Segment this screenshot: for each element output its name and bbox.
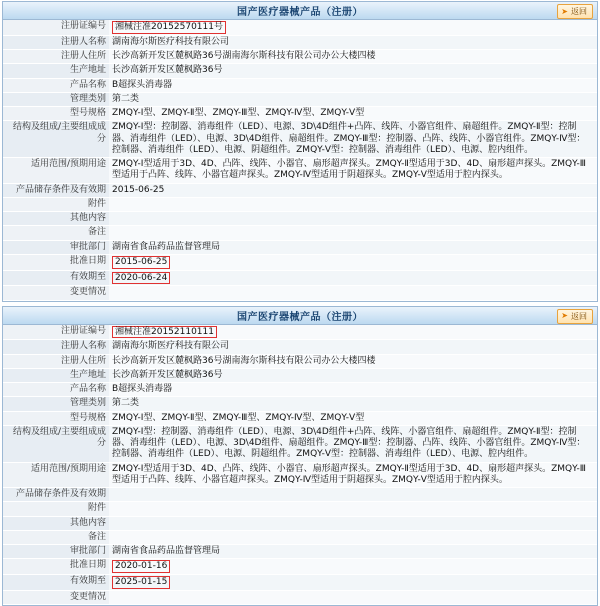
field-value [109,368,597,382]
record-title: 国产医疗器械产品（注册） [237,7,363,18]
field-label: 产品储存条件及有效期 [3,183,109,197]
field-label: 注册证编号 [3,325,109,340]
table-row [3,78,597,92]
field-value [109,545,597,559]
field-value [109,425,597,462]
back-button[interactable] [557,309,593,324]
document-page [0,1,600,603]
table-row [3,240,597,254]
table-row [3,462,597,488]
field-label: 注册人名称 [3,35,109,49]
field-label: 批准日期 [3,254,109,270]
field-label: 产品名称 [3,383,109,397]
highlighted-value: 湘械注准20152110111 [112,326,217,339]
value-text: 第二类 [112,398,140,409]
table-row [3,368,597,382]
record-title: 国产医疗器械产品（注册） [237,311,363,323]
table-row [3,502,597,516]
table-row [3,325,597,340]
value-text: B超探头消毒器 [112,384,173,395]
field-value [109,107,597,121]
table-row [3,575,597,591]
field-value [109,197,597,211]
right-arrow-icon: ➤ [561,6,568,16]
field-value [109,78,597,92]
field-label: 注册证编号 [3,20,109,35]
value-text: ZMQY-Ⅰ型适用于3D、4D、凸阵、线阵、小器官、扇形超声探头。ZMQY-Ⅱ型适用于3D、4D、扇形超声探头。ZMQY-Ⅲ型适用于凸阵、线阵、小器官超声探头。ZMQY-Ⅳ型适用于阴超探头。ZMQY-Ⅴ型适用于腔内探头。 [112,463,586,485]
record-titlebar [3,307,597,325]
field-label: 结构及组成/主要组成成分 [3,425,109,462]
field-value [109,92,597,106]
highlighted-value: 湘械注准20152570111号 [112,21,226,34]
field-label: 管理类别 [3,397,109,411]
field-value [109,559,597,575]
table-row [3,212,597,226]
field-value [109,354,597,368]
field-value [109,183,597,197]
field-label: 备注 [3,530,109,544]
record-table [3,325,597,606]
field-value [109,383,597,397]
field-label: 结构及组成/主要组成成分 [3,121,109,158]
value-text: 湖南省食品药品监督管理局 [112,241,221,252]
table-row [3,270,597,286]
field-value [109,158,597,184]
value-text: 湖南海尔斯医疗科技有限公司 [112,36,230,47]
field-value [109,35,597,49]
field-value [109,462,597,488]
right-arrow-icon: ➤ [561,311,568,321]
field-label: 产品储存条件及有效期 [3,488,109,502]
field-label: 有效期至 [3,270,109,286]
value-text: 湖南海尔斯医疗科技有限公司 [112,341,230,352]
table-row [3,488,597,502]
table-row [3,121,597,158]
field-value [109,530,597,544]
field-label: 其他内容 [3,212,109,226]
field-value [109,226,597,240]
table-row [3,397,597,411]
field-value [109,212,597,226]
field-label: 注册人住所 [3,50,109,64]
table-row [3,254,597,270]
field-value [109,516,597,530]
field-label: 适用范围/预期用途 [3,158,109,184]
field-label: 其他内容 [3,516,109,530]
field-label: 注册人住所 [3,354,109,368]
field-label: 型号规格 [3,107,109,121]
field-value [109,340,597,354]
table-row [3,591,597,605]
field-label: 有效期至 [3,575,109,591]
table-row [3,411,597,425]
field-value [109,270,597,286]
table-row [3,516,597,530]
field-label: 管理类别 [3,92,109,106]
value-text: 第二类 [112,93,140,104]
value-text: ZMQY-Ⅰ型适用于3D、4D、凸阵、线阵、小器官、扇形超声探头。ZMQY-Ⅱ型适用于3D、4D、扇形超声探头。ZMQY-Ⅲ型适用于凸阵、线阵、小器官超声探头。ZMQY-Ⅳ型适用于阴超探头。ZMQY-Ⅴ型适用于腔内探头。 [112,159,586,181]
value-text: 长沙高新开发区麓枫路36号湖南海尔斯科技有限公司办公大楼四楼 [112,51,376,62]
field-label: 生产地址 [3,368,109,382]
table-row [3,383,597,397]
field-label: 适用范围/预期用途 [3,462,109,488]
value-text: 2015-06-25 [112,184,165,195]
value-text: ZMQY-Ⅰ型、ZMQY-Ⅱ型、ZMQY-Ⅲ型、ZMQY-Ⅳ型、ZMQY-Ⅴ型 [112,412,365,423]
value-text: B超探头消毒器 [112,79,173,90]
field-label: 审批部门 [3,240,109,254]
table-row [3,197,597,211]
field-label: 注册人名称 [3,340,109,354]
highlighted-value: 2020-06-24 [112,272,170,285]
table-row [3,35,597,49]
back-button-label: 返回 [571,7,587,16]
record-card [2,1,598,302]
highlighted-value: 2025-01-15 [112,576,170,589]
table-row [3,50,597,64]
table-row [3,92,597,106]
table-row [3,158,597,184]
field-label: 型号规格 [3,411,109,425]
value-text: 长沙高新开发区麓枫路36号 [112,369,223,380]
value-text: ZMQY-Ⅰ型：控制器、消毒组件（LED）、电源、3D\4D组件+凸阵、线阵、小器官组件、扇超组件。ZMQY-Ⅱ型：控制器、消毒组件（LED）、电源、3D\4D组件、扇超组件。ZMQY-Ⅲ型：控制器、凸阵、线阵、小器官组件。ZMQY-Ⅳ型：控制器、消毒组件（LED）、电源、阴超组件。ZMQY-Ⅴ型：控制器、消毒组件（LED）、电源、腔内组件。 [112,426,586,460]
table-row [3,107,597,121]
field-label: 附件 [3,502,109,516]
records-container [0,1,600,606]
field-label: 生产地址 [3,64,109,78]
field-value [109,20,597,35]
table-row [3,286,597,300]
table-row [3,183,597,197]
field-label: 批准日期 [3,559,109,575]
field-label: 变更情况 [3,286,109,300]
field-value [109,397,597,411]
field-label: 审批部门 [3,545,109,559]
record-card [2,306,598,606]
table-row [3,340,597,354]
field-value [109,254,597,270]
field-value [109,286,597,300]
record-titlebar [3,2,597,20]
field-value [109,64,597,78]
field-value [109,575,597,591]
field-value [109,240,597,254]
value-text: ZMQY-Ⅰ型：控制器、消毒组件（LED）、电源、3D\4D组件+凸阵、线阵、小器官组件、扇超组件。ZMQY-Ⅱ型：控制器、消毒组件（LED）、电源、3D\4D组件、扇超组件。ZMQY-Ⅲ型：控制器、凸阵、线阵、小器官组件。ZMQY-Ⅳ型：控制器、消毒组件（LED）、电源、阴超组件。ZMQY-Ⅴ型：控制器、消毒组件（LED）、电源、腔内组件。 [112,122,586,155]
highlighted-value: 2020-01-16 [112,560,170,573]
table-row [3,20,597,35]
table-row [3,226,597,240]
field-value [109,121,597,158]
field-value [109,325,597,340]
table-row [3,354,597,368]
field-value [109,502,597,516]
value-text: 长沙高新开发区麓枫路36号湖南海尔斯科技有限公司办公大楼四楼 [112,355,376,366]
field-label: 附件 [3,197,109,211]
table-row [3,559,597,575]
value-text: 湖南省食品药品监督管理局 [112,546,221,557]
back-button[interactable] [557,4,593,19]
highlighted-value: 2015-06-25 [112,256,170,269]
field-value [109,50,597,64]
table-row [3,530,597,544]
field-label: 产品名称 [3,78,109,92]
field-label: 变更情况 [3,591,109,605]
field-value [109,488,597,502]
value-text: 长沙高新开发区麓枫路36号 [112,65,223,76]
table-row [3,545,597,559]
field-value [109,591,597,605]
back-button-label: 返回 [571,311,587,321]
field-value [109,411,597,425]
field-label: 备注 [3,226,109,240]
record-table [3,20,597,301]
table-row [3,64,597,78]
value-text: ZMQY-Ⅰ型、ZMQY-Ⅱ型、ZMQY-Ⅲ型、ZMQY-Ⅳ型、ZMQY-Ⅴ型 [112,108,365,119]
table-row [3,425,597,462]
